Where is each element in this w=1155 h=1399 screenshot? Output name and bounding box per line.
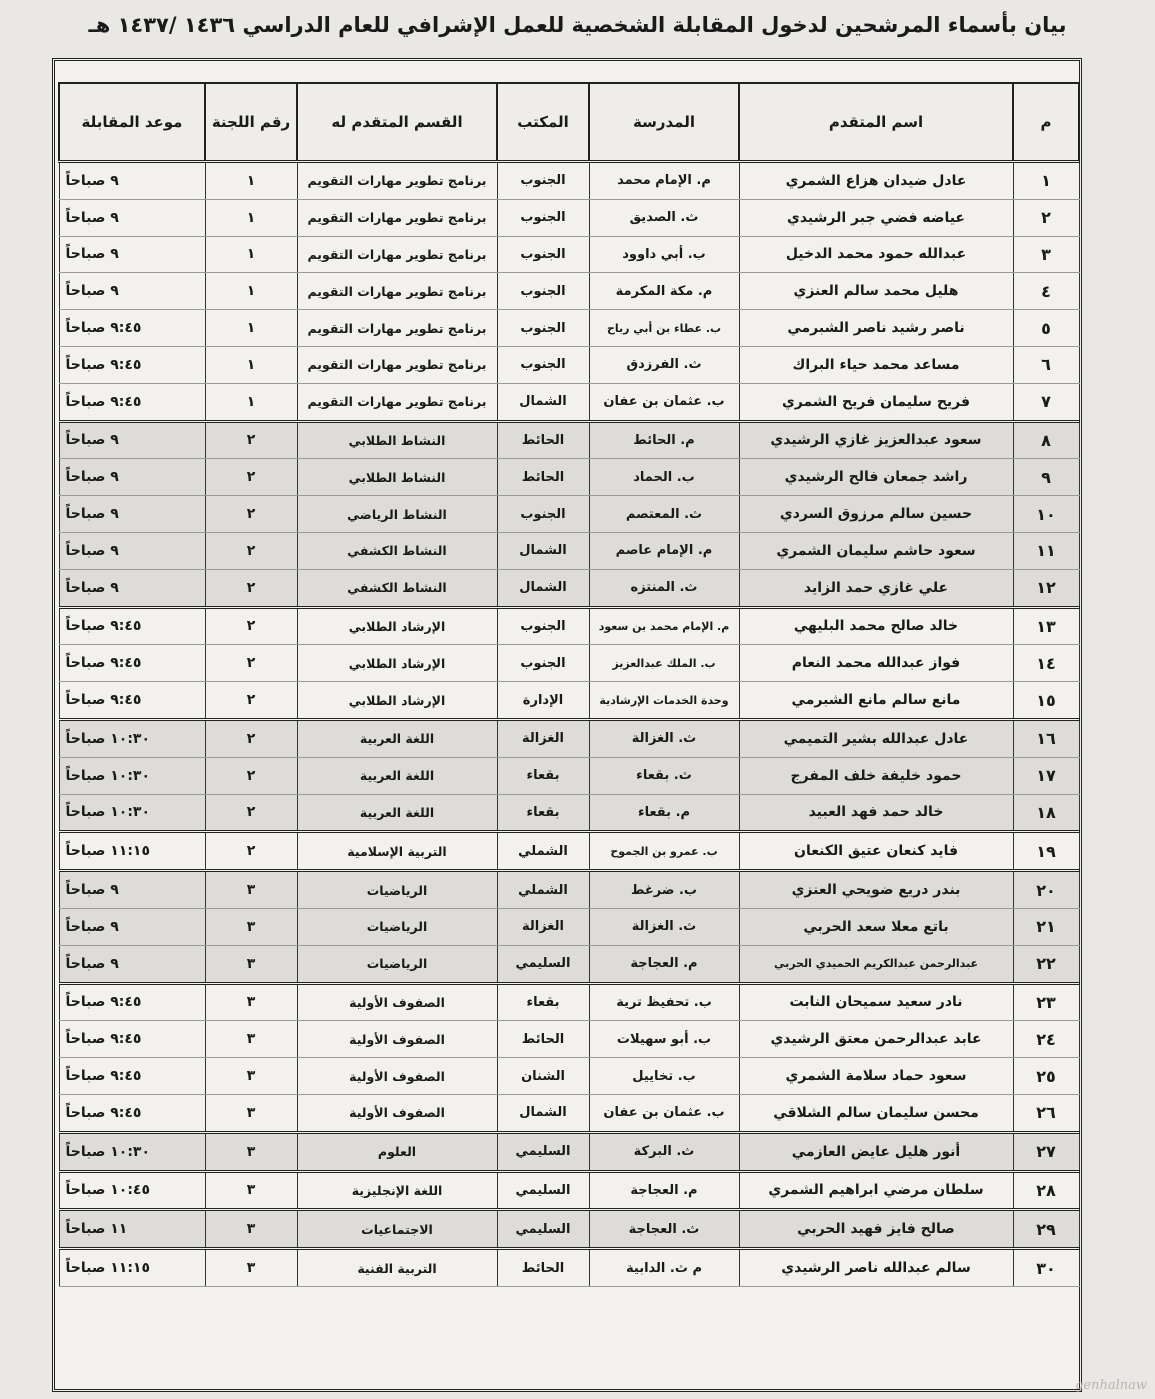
- cell-committee: ١: [205, 273, 297, 310]
- cell-office: الحائط: [497, 459, 589, 496]
- cell-name: عادل عبدالله بشير التميمي: [739, 719, 1013, 757]
- cell-school: م. مكة المكرمة: [589, 273, 739, 310]
- cell-time: ٩:٤٥ صباحاً: [59, 1058, 205, 1095]
- cell-name: راشد جمعان فالح الرشيدي: [739, 459, 1013, 496]
- cell-school: وحدة الخدمات الإرشادية: [589, 682, 739, 720]
- candidates-table: [58, 82, 1080, 1287]
- cell-num: ٢١: [1013, 908, 1079, 945]
- cell-committee: ١: [205, 346, 297, 383]
- cell-dept: الرياضيات: [297, 908, 497, 945]
- table-row: [59, 607, 1079, 645]
- cell-dept: اللغة العربية: [297, 757, 497, 794]
- cell-dept: برنامج تطوير مهارات التقويم: [297, 310, 497, 347]
- cell-office: الجنوب: [497, 607, 589, 645]
- cell-num: ٢٨: [1013, 1171, 1079, 1210]
- cell-committee: ٢: [205, 794, 297, 832]
- cell-school: م ث. الدابية: [589, 1249, 739, 1287]
- cell-dept: النشاط الكشفي: [297, 569, 497, 607]
- cell-dept: الإرشاد الطلابي: [297, 682, 497, 720]
- watermark: genhalnaw: [1075, 1378, 1147, 1393]
- cell-dept: التربية الفنية: [297, 1249, 497, 1287]
- cell-committee: ٣: [205, 1094, 297, 1132]
- cell-name: مانع سالم مانع الشبرمي: [739, 682, 1013, 720]
- title-line: بيان بأسماء المرشحين لدخول المقابلة الشخصية للعمل الإشرافي للعام الدراسي ١٤٣٦ /١٤٣٧ هـ: [88, 13, 1067, 37]
- cell-dept: اللغة العربية: [297, 719, 497, 757]
- cell-school: ب. أبي داوود: [589, 236, 739, 273]
- cell-school: ب. ضرغط: [589, 871, 739, 909]
- cell-dept: الرياضيات: [297, 945, 497, 983]
- cell-committee: ٢: [205, 496, 297, 533]
- cell-name: سلطان مرضي ابراهيم الشمري: [739, 1171, 1013, 1210]
- table-row: [59, 459, 1079, 496]
- table-row: [59, 346, 1079, 383]
- cell-committee: ٣: [205, 1249, 297, 1287]
- cell-school: ث. المنتزه: [589, 569, 739, 607]
- cell-dept: العلوم: [297, 1132, 497, 1171]
- cell-time: ١١:١٥ صباحاً: [59, 832, 205, 871]
- table-row: [59, 832, 1079, 871]
- table-row: [59, 1249, 1079, 1287]
- cell-name: ناصر رشيد ناصر الشبرمي: [739, 310, 1013, 347]
- cell-num: ٥: [1013, 310, 1079, 347]
- cell-name: محسن سليمان سالم الشلاقي: [739, 1094, 1013, 1132]
- cell-committee: ٣: [205, 871, 297, 909]
- cell-time: ٩ صباحاً: [59, 945, 205, 983]
- table-row: [59, 719, 1079, 757]
- cell-school: ب. الملك عبدالعزيز: [589, 645, 739, 682]
- cell-num: ٢: [1013, 199, 1079, 236]
- cell-committee: ٢: [205, 459, 297, 496]
- cell-committee: ٢: [205, 645, 297, 682]
- cell-dept: الصفوف الأولية: [297, 983, 497, 1021]
- cell-committee: ٣: [205, 1210, 297, 1249]
- cell-office: الجنوب: [497, 162, 589, 200]
- cell-time: ٩ صباحاً: [59, 273, 205, 310]
- cell-name: سعود عبدالعزيز غازي الرشيدي: [739, 421, 1013, 459]
- table-row: [59, 871, 1079, 909]
- cell-office: الشملي: [497, 832, 589, 871]
- cell-time: ٩ صباحاً: [59, 199, 205, 236]
- cell-time: ١٠:٣٠ صباحاً: [59, 719, 205, 757]
- cell-dept: الصفوف الأولية: [297, 1094, 497, 1132]
- cell-time: ٩ صباحاً: [59, 532, 205, 569]
- cell-committee: ٢: [205, 532, 297, 569]
- table-row: [59, 421, 1079, 459]
- cell-name: علي غازي حمد الزايد: [739, 569, 1013, 607]
- cell-name: عادل ضيدان هزاع الشمري: [739, 162, 1013, 200]
- table-row: [59, 908, 1079, 945]
- cell-time: ١٠:٤٥ صباحاً: [59, 1171, 205, 1210]
- cell-office: الجنوب: [497, 346, 589, 383]
- table-row: [59, 569, 1079, 607]
- cell-dept: برنامج تطوير مهارات التقويم: [297, 273, 497, 310]
- cell-num: ٢٥: [1013, 1058, 1079, 1095]
- cell-office: الجنوب: [497, 310, 589, 347]
- cell-office: الجنوب: [497, 645, 589, 682]
- cell-time: ١١ صباحاً: [59, 1210, 205, 1249]
- cell-dept: الاجتماعيات: [297, 1210, 497, 1249]
- cell-school: ب. أبو سهيلات: [589, 1021, 739, 1058]
- cell-school: ث. المعتصم: [589, 496, 739, 533]
- cell-committee: ١: [205, 310, 297, 347]
- cell-dept: الإرشاد الطلابي: [297, 607, 497, 645]
- cell-office: الشمال: [497, 532, 589, 569]
- table-row: [59, 496, 1079, 533]
- cell-name: هليل محمد سالم العنزي: [739, 273, 1013, 310]
- cell-office: الشملي: [497, 871, 589, 909]
- cell-school: ث. البركة: [589, 1132, 739, 1171]
- cell-name: فريح سليمان فريح الشمري: [739, 383, 1013, 421]
- cell-name: عبدالله حمود محمد الدخيل: [739, 236, 1013, 273]
- cell-num: ٢٤: [1013, 1021, 1079, 1058]
- cell-time: ٩:٤٥ صباحاً: [59, 383, 205, 421]
- cell-committee: ٢: [205, 569, 297, 607]
- cell-committee: ١: [205, 162, 297, 200]
- table-row: [59, 983, 1079, 1021]
- cell-school: ث. العجاجة: [589, 1210, 739, 1249]
- cell-dept: النشاط الطلابي: [297, 459, 497, 496]
- cell-office: السليمي: [497, 945, 589, 983]
- table-row: [59, 1094, 1079, 1132]
- cell-dept: برنامج تطوير مهارات التقويم: [297, 236, 497, 273]
- cell-committee: ٣: [205, 1021, 297, 1058]
- cell-office: الغزالة: [497, 908, 589, 945]
- cell-time: ٩:٤٥ صباحاً: [59, 1094, 205, 1132]
- cell-dept: الإرشاد الطلابي: [297, 645, 497, 682]
- header-office: المكتب: [497, 83, 589, 162]
- cell-dept: اللغة الإنجليزية: [297, 1171, 497, 1210]
- cell-school: ب. عثمان بن عفان: [589, 383, 739, 421]
- cell-dept: برنامج تطوير مهارات التقويم: [297, 199, 497, 236]
- cell-time: ١٠:٣٠ صباحاً: [59, 757, 205, 794]
- cell-time: ٩:٤٥ صباحاً: [59, 346, 205, 383]
- cell-num: ١٩: [1013, 832, 1079, 871]
- cell-dept: برنامج تطوير مهارات التقويم: [297, 346, 497, 383]
- cell-num: ٢٢: [1013, 945, 1079, 983]
- cell-dept: النشاط الكشفي: [297, 532, 497, 569]
- table-row: [59, 645, 1079, 682]
- cell-committee: ٣: [205, 945, 297, 983]
- cell-num: ٨: [1013, 421, 1079, 459]
- table-row: [59, 310, 1079, 347]
- table-row: [59, 199, 1079, 236]
- cell-name: عبدالرحمن عبدالكريم الحميدي الحربي: [739, 945, 1013, 983]
- cell-committee: ٢: [205, 421, 297, 459]
- cell-committee: ٣: [205, 983, 297, 1021]
- cell-office: السليمي: [497, 1132, 589, 1171]
- cell-time: ١٠:٣٠ صباحاً: [59, 794, 205, 832]
- cell-num: ١: [1013, 162, 1079, 200]
- cell-school: م. الإمام محمد بن سعود: [589, 607, 739, 645]
- cell-office: السليمي: [497, 1171, 589, 1210]
- cell-school: ث. بقعاء: [589, 757, 739, 794]
- header-num: م: [1013, 83, 1079, 162]
- table-body: [59, 162, 1079, 1287]
- cell-school: ب. عمرو بن الجموح: [589, 832, 739, 871]
- cell-office: الجنوب: [497, 273, 589, 310]
- table-row: [59, 682, 1079, 720]
- cell-name: سعود حماد سلامة الشمري: [739, 1058, 1013, 1095]
- table-row: [59, 794, 1079, 832]
- cell-num: ٢٦: [1013, 1094, 1079, 1132]
- cell-num: ٢٧: [1013, 1132, 1079, 1171]
- cell-time: ٩ صباحاً: [59, 496, 205, 533]
- cell-school: ث. الغزالة: [589, 719, 739, 757]
- cell-committee: ٢: [205, 832, 297, 871]
- cell-office: بقعاء: [497, 983, 589, 1021]
- table-row: [59, 236, 1079, 273]
- document-title: [0, 10, 1155, 40]
- cell-time: ٩:٤٥ صباحاً: [59, 682, 205, 720]
- cell-num: ٩: [1013, 459, 1079, 496]
- header-name: اسم المتقدم: [739, 83, 1013, 162]
- header-row: [59, 83, 1079, 162]
- cell-school: ث. الفرزدق: [589, 346, 739, 383]
- cell-time: ٩:٤٥ صباحاً: [59, 983, 205, 1021]
- table-row: [59, 945, 1079, 983]
- cell-name: خالد صالح محمد البليهي: [739, 607, 1013, 645]
- cell-office: الشمال: [497, 1094, 589, 1132]
- cell-time: ٩ صباحاً: [59, 459, 205, 496]
- cell-committee: ٣: [205, 1058, 297, 1095]
- cell-num: ٢٠: [1013, 871, 1079, 909]
- table-row: [59, 383, 1079, 421]
- cell-dept: الصفوف الأولية: [297, 1058, 497, 1095]
- cell-office: الشنان: [497, 1058, 589, 1095]
- cell-num: ١٠: [1013, 496, 1079, 533]
- table-row: [59, 1021, 1079, 1058]
- cell-name: فايد كنعان عتيق الكنعان: [739, 832, 1013, 871]
- cell-school: ب. عثمان بن عفان: [589, 1094, 739, 1132]
- header-time: موعد المقابلة: [59, 83, 205, 162]
- cell-time: ٩ صباحاً: [59, 871, 205, 909]
- table-row: [59, 273, 1079, 310]
- cell-office: الشمال: [497, 569, 589, 607]
- cell-time: ٩ صباحاً: [59, 162, 205, 200]
- cell-office: الغزالة: [497, 719, 589, 757]
- cell-num: ١٨: [1013, 794, 1079, 832]
- cell-time: ٩ صباحاً: [59, 236, 205, 273]
- cell-time: ٩ صباحاً: [59, 908, 205, 945]
- table-row: [59, 1210, 1079, 1249]
- cell-num: ١٣: [1013, 607, 1079, 645]
- cell-committee: ٢: [205, 719, 297, 757]
- cell-committee: ٣: [205, 908, 297, 945]
- cell-time: ٩:٤٥ صباحاً: [59, 645, 205, 682]
- cell-num: ١٥: [1013, 682, 1079, 720]
- cell-time: ٩:٤٥ صباحاً: [59, 607, 205, 645]
- cell-dept: الرياضيات: [297, 871, 497, 909]
- cell-committee: ٢: [205, 682, 297, 720]
- cell-committee: ١: [205, 236, 297, 273]
- cell-name: عياضه فضي جبر الرشيدي: [739, 199, 1013, 236]
- cell-num: ١٢: [1013, 569, 1079, 607]
- cell-num: ٢٩: [1013, 1210, 1079, 1249]
- cell-name: مساعد محمد حياء البراك: [739, 346, 1013, 383]
- cell-name: سعود حاشم سليمان الشمري: [739, 532, 1013, 569]
- cell-name: عابد عبدالرحمن معتق الرشيدي: [739, 1021, 1013, 1058]
- cell-school: م. الإمام محمد: [589, 162, 739, 200]
- cell-office: السليمي: [497, 1210, 589, 1249]
- cell-num: ٦: [1013, 346, 1079, 383]
- cell-name: بندر دريع ضويحي العنزي: [739, 871, 1013, 909]
- cell-school: م. العجاجة: [589, 1171, 739, 1210]
- cell-office: الحائط: [497, 421, 589, 459]
- cell-dept: برنامج تطوير مهارات التقويم: [297, 383, 497, 421]
- cell-school: م. الإمام عاصم: [589, 532, 739, 569]
- cell-name: نادر سعيد سميحان النابت: [739, 983, 1013, 1021]
- cell-time: ٩:٤٥ صباحاً: [59, 1021, 205, 1058]
- cell-school: ب. الحماد: [589, 459, 739, 496]
- cell-num: ٤: [1013, 273, 1079, 310]
- cell-committee: ٢: [205, 607, 297, 645]
- cell-office: الشمال: [497, 383, 589, 421]
- cell-office: بقعاء: [497, 757, 589, 794]
- table-row: [59, 757, 1079, 794]
- cell-school: م. بقعاء: [589, 794, 739, 832]
- cell-office: الجنوب: [497, 236, 589, 273]
- cell-dept: الصفوف الأولية: [297, 1021, 497, 1058]
- cell-num: ٢٣: [1013, 983, 1079, 1021]
- cell-dept: برنامج تطوير مهارات التقويم: [297, 162, 497, 200]
- cell-name: حمود خليفة خلف المفرج: [739, 757, 1013, 794]
- header-committee: رقم اللجنة: [205, 83, 297, 162]
- cell-school: ب. تحفيظ ترية: [589, 983, 739, 1021]
- cell-num: ١٧: [1013, 757, 1079, 794]
- cell-name: فواز عبدالله محمد النعام: [739, 645, 1013, 682]
- cell-dept: اللغة العربية: [297, 794, 497, 832]
- cell-dept: النشاط الطلابي: [297, 421, 497, 459]
- cell-name: خالد حمد فهد العبيد: [739, 794, 1013, 832]
- cell-office: الحائط: [497, 1021, 589, 1058]
- cell-dept: التربية الإسلامية: [297, 832, 497, 871]
- cell-time: ٩ صباحاً: [59, 569, 205, 607]
- cell-committee: ٢: [205, 757, 297, 794]
- table-row: [59, 1058, 1079, 1095]
- cell-num: ٧: [1013, 383, 1079, 421]
- cell-school: ث. الصديق: [589, 199, 739, 236]
- table-row: [59, 162, 1079, 200]
- cell-time: ٩:٤٥ صباحاً: [59, 310, 205, 347]
- cell-committee: ١: [205, 383, 297, 421]
- cell-school: م. العجاجة: [589, 945, 739, 983]
- table-row: [59, 1132, 1079, 1171]
- cell-dept: النشاط الرياضي: [297, 496, 497, 533]
- cell-school: ب. عطاء بن أبي رباح: [589, 310, 739, 347]
- cell-school: ث. الغزالة: [589, 908, 739, 945]
- cell-committee: ١: [205, 199, 297, 236]
- cell-office: الجنوب: [497, 496, 589, 533]
- cell-office: الحائط: [497, 1249, 589, 1287]
- cell-committee: ٣: [205, 1171, 297, 1210]
- cell-num: ١١: [1013, 532, 1079, 569]
- header-dept: القسم المتقدم له: [297, 83, 497, 162]
- cell-committee: ٣: [205, 1132, 297, 1171]
- table-row: [59, 1171, 1079, 1210]
- cell-office: الإدارة: [497, 682, 589, 720]
- cell-num: ٣٠: [1013, 1249, 1079, 1287]
- cell-time: ١٠:٣٠ صباحاً: [59, 1132, 205, 1171]
- cell-name: أنور هليل عايض العازمي: [739, 1132, 1013, 1171]
- table-row: [59, 532, 1079, 569]
- cell-name: باتع معلا سعد الحربي: [739, 908, 1013, 945]
- cell-num: ١٦: [1013, 719, 1079, 757]
- cell-school: ب. تخاييل: [589, 1058, 739, 1095]
- cell-school: م. الحائط: [589, 421, 739, 459]
- cell-office: بقعاء: [497, 794, 589, 832]
- cell-num: ٣: [1013, 236, 1079, 273]
- cell-time: ١١:١٥ صباحاً: [59, 1249, 205, 1287]
- cell-name: حسين سالم مرزوق السردي: [739, 496, 1013, 533]
- header-school: المدرسة: [589, 83, 739, 162]
- cell-office: الجنوب: [497, 199, 589, 236]
- cell-name: صالح فايز فهيد الحربي: [739, 1210, 1013, 1249]
- cell-name: سالم عبدالله ناصر الرشيدي: [739, 1249, 1013, 1287]
- cell-time: ٩ صباحاً: [59, 421, 205, 459]
- cell-num: ١٤: [1013, 645, 1079, 682]
